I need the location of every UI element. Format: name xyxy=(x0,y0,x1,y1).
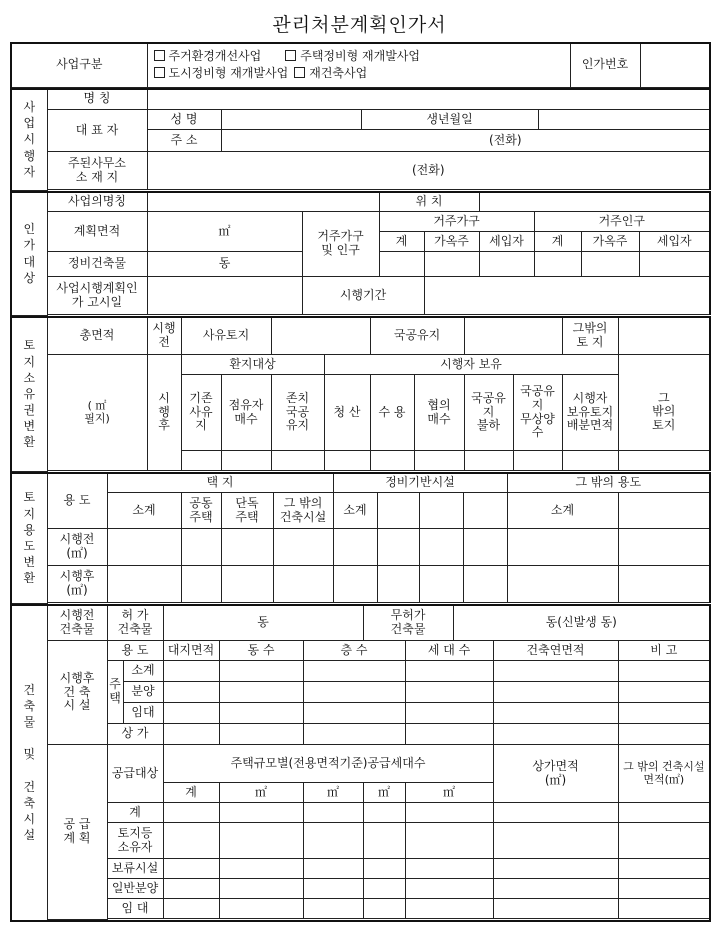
operator-table xyxy=(10,88,711,191)
supply-row-reserved: 보류시설 xyxy=(107,859,163,879)
checkbox-icon[interactable] xyxy=(154,67,165,78)
rep-label: 대 표 자 xyxy=(47,110,147,152)
households-label: 거주가구 및 인구 xyxy=(302,212,379,277)
after-label: 시 행 후 xyxy=(147,355,181,471)
housing-label: 주 택 xyxy=(107,661,123,724)
households-owner: 가옥주 xyxy=(424,232,479,252)
checkbox-icon[interactable] xyxy=(285,50,296,61)
plan-area-label: 계획면적 xyxy=(47,212,147,252)
state-transfer-label: 국공유 지 불하 xyxy=(464,375,513,451)
apartment-label: 공동 주택 xyxy=(181,493,221,529)
bldg-after-label: 시행후 건 축 시 설 xyxy=(47,641,107,745)
land-use-table xyxy=(10,472,711,604)
location-field[interactable] xyxy=(479,192,710,212)
option-urban-redev[interactable]: 도시정비형 재개발사업 xyxy=(154,67,289,81)
by-size-label: 주택규모별(전용면적기준)공급세대수 xyxy=(163,745,493,783)
supply-row-general: 일반분양 xyxy=(107,879,163,899)
notice-label: 사업시행계획인 가 고시일 xyxy=(47,277,147,315)
state-land-field[interactable] xyxy=(464,317,562,355)
land-section-label: 토 지 소 유 권 변 환 xyxy=(11,317,47,472)
checkbox-icon[interactable] xyxy=(294,67,305,78)
before-row-label: 시행전 (㎡) xyxy=(47,529,107,566)
unpermitted-unit: 동(신발생 동) xyxy=(453,605,710,641)
period-field[interactable] xyxy=(424,277,710,315)
size-col-4: ㎡ xyxy=(405,783,493,803)
housing-subtotal-label: 소계 xyxy=(123,661,163,682)
other-land-field[interactable] xyxy=(618,317,710,355)
buildings-unit: 동 xyxy=(147,252,302,277)
housing-site-group: 택 지 xyxy=(107,473,333,493)
operator-section-label: 사 업 시 행 자 xyxy=(11,89,47,191)
approval-form xyxy=(10,42,709,922)
col-bldg-count: 동 수 xyxy=(219,641,303,661)
supply-target-label: 공급대상 xyxy=(107,745,163,803)
rep-phone-label: (전화) xyxy=(488,132,522,147)
supply-plan-label: 공 급 계 획 xyxy=(47,745,107,920)
rep-addr-field[interactable] xyxy=(221,130,710,152)
size-col-1: ㎡ xyxy=(219,783,303,803)
population-group: 거주인구 xyxy=(534,212,710,232)
population-owner: 가옥주 xyxy=(581,232,639,252)
col-site-area: 대지면적 xyxy=(163,641,219,661)
option-residential[interactable]: 주거환경개선사업 xyxy=(154,50,262,64)
checkbox-icon[interactable] xyxy=(154,50,165,61)
rep-addr-label: 주 소 xyxy=(147,130,221,152)
operator-owned-group: 시행자 보유 xyxy=(324,355,618,375)
expropriation-label: 수 용 xyxy=(370,375,414,451)
state-free-label: 국공유 지 무상양 수 xyxy=(513,375,562,451)
negotiated-label: 협의 매수 xyxy=(414,375,464,451)
office-phone-label: (전화) xyxy=(411,162,445,177)
housing-sale-label: 분양 xyxy=(123,682,163,703)
approval-target-table xyxy=(10,191,711,316)
col-use: 용 도 xyxy=(107,641,163,661)
size-col-2: ㎡ xyxy=(303,783,363,803)
business-type-label: 사업구분 xyxy=(11,43,147,87)
supply-row-rent: 임 대 xyxy=(107,899,163,919)
permitted-unit: 동 xyxy=(163,605,363,641)
private-land-field[interactable] xyxy=(271,317,370,355)
business-type-options xyxy=(147,43,570,87)
housing-subtotal: 소계 xyxy=(107,493,181,529)
col-remarks: 비 고 xyxy=(618,641,710,661)
project-name-label: 사업의명칭 xyxy=(47,192,147,212)
col-floor-area: 건축연면적 xyxy=(493,641,618,661)
business-type-table xyxy=(10,42,711,88)
name-field[interactable] xyxy=(147,89,710,110)
rep-name-label: 성 명 xyxy=(147,110,221,130)
option-rebuild[interactable]: 재건축사업 xyxy=(294,67,367,81)
option-housing-redev[interactable]: 주택정비형 재개발사업 xyxy=(285,50,420,64)
land-use-section-label: 토 지 용 도 변 환 xyxy=(11,473,47,604)
infra-subtotal: 소계 xyxy=(333,493,377,529)
other-label: 그 밖의 토지 xyxy=(618,375,710,451)
project-name-field[interactable] xyxy=(147,192,379,212)
name-label: 명 칭 xyxy=(47,89,147,110)
state-land-label: 국공유지 xyxy=(370,317,464,355)
col-households: 세 대 수 xyxy=(405,641,493,661)
office-label: 주된사무소 소 재 지 xyxy=(47,152,147,190)
rep-name-field[interactable] xyxy=(221,110,361,130)
other-area-label: 그 밖의 건축시설 면적(㎡) xyxy=(618,745,710,803)
total-area-value: ( ㎡ 필지) xyxy=(47,355,147,471)
population-total: 계 xyxy=(534,232,581,252)
land-ownership-table xyxy=(10,316,711,472)
unpermitted-label: 무허가 건축물 xyxy=(363,605,453,641)
bldg-before-label: 시행전 건축물 xyxy=(47,605,107,641)
rep-birth-field[interactable] xyxy=(538,110,710,130)
other-bldg-label: 그 밖의 건축시설 xyxy=(273,493,333,529)
permit-number-field[interactable] xyxy=(640,43,710,87)
buildings-section-label: 건 축 물 및 건 축 시 설 xyxy=(11,605,47,921)
approval-section-label: 인 가 대 상 xyxy=(11,192,47,316)
rep-birth-label: 생년월일 xyxy=(361,110,538,130)
col-floors: 층 수 xyxy=(303,641,405,661)
use-label: 용 도 xyxy=(47,473,107,529)
private-land-label: 사유토지 xyxy=(181,317,271,355)
households-group: 거주가구 xyxy=(379,212,534,232)
occupant-purchase-label: 점유자 매수 xyxy=(221,375,271,451)
permit-number-label: 인가번호 xyxy=(570,43,640,87)
size-col-3: ㎡ xyxy=(363,783,405,803)
other-subtotal: 소계 xyxy=(507,493,618,529)
plan-area-unit: ㎡ xyxy=(147,212,302,252)
after-row-label: 시행후 (㎡) xyxy=(47,566,107,603)
office-field[interactable] xyxy=(147,152,710,190)
other-use-group: 그 밖의 용도 xyxy=(507,473,710,493)
existing-private-label: 기존 사유 지 xyxy=(181,375,221,451)
before-label: 시행 전 xyxy=(147,317,181,355)
liquidation-label: 청 산 xyxy=(324,375,370,451)
total-area-label: 총면적 xyxy=(47,317,147,355)
population-tenant: 세입자 xyxy=(639,232,710,252)
infra-group: 정비기반시설 xyxy=(333,473,507,493)
permitted-label: 허 가 건축물 xyxy=(107,605,163,641)
replot-group: 환지대상 xyxy=(181,355,324,375)
housing-rent-label: 임대 xyxy=(123,703,163,724)
supply-row-total: 계 xyxy=(107,803,163,823)
supply-row-owners: 토지등 소유자 xyxy=(107,823,163,859)
households-total: 계 xyxy=(379,232,424,252)
other-land-label: 그밖의 토 지 xyxy=(562,317,618,355)
existing-state-label: 존치 국공 유지 xyxy=(271,375,324,451)
buildings-table xyxy=(10,604,711,922)
size-total: 계 xyxy=(163,783,219,803)
detached-label: 단독 주택 xyxy=(221,493,273,529)
location-label: 위 치 xyxy=(379,192,479,212)
operator-share-label: 시행자 보유토지 배분면적 xyxy=(562,375,618,451)
shop-label: 상 가 xyxy=(107,724,163,745)
form-title: 관리처분계획인가서 xyxy=(272,14,447,36)
households-tenant: 세입자 xyxy=(479,232,534,252)
notice-field[interactable] xyxy=(147,277,302,315)
period-label: 시행기간 xyxy=(302,277,424,315)
buildings-label: 정비건축물 xyxy=(47,252,147,277)
shop-area-label: 상가면적 (㎡) xyxy=(493,745,618,803)
